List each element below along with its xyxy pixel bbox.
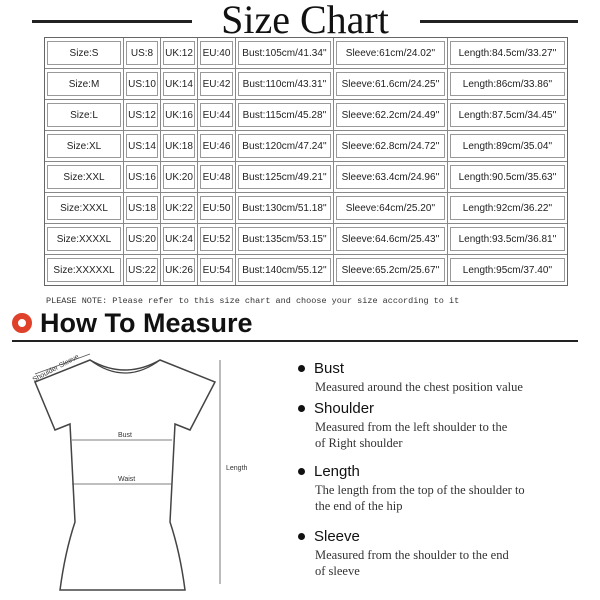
table-cell: [45, 100, 123, 130]
table-cell: [447, 193, 567, 223]
measure-item-heading: [298, 463, 588, 480]
table-cell-text: Sleeve:61cm/24.02'': [336, 41, 445, 65]
table-row: [45, 131, 567, 162]
table-cell-text: Size:S: [47, 41, 121, 65]
table-cell-text: US:18: [126, 196, 158, 220]
table-cell-text: UK:14: [163, 72, 195, 96]
table-cell-text: Bust:125cm/49.21'': [238, 165, 331, 189]
table-cell-text: Size:L: [47, 103, 121, 127]
table-cell-text: Length:92cm/36.22'': [450, 196, 565, 220]
table-cell-text: US:16: [126, 165, 158, 189]
table-cell-text: Length:84.5cm/33.27'': [450, 41, 565, 65]
table-cell-text: Bust:140cm/55.12'': [238, 258, 331, 282]
measure-item-heading: [298, 528, 588, 545]
table-cell-text: EU:40: [200, 41, 233, 65]
table-cell-text: Sleeve:62.8cm/24.72'': [336, 134, 445, 158]
table-cell-text: Length:87.5cm/34.45'': [450, 103, 565, 127]
table-cell: [123, 100, 160, 130]
table-cell: [333, 224, 447, 254]
table-cell-text: Size:XXXXL: [47, 227, 121, 251]
table-cell-text: US:22: [126, 258, 158, 282]
table-cell-text: Size:XL: [47, 134, 121, 158]
tshirt-diagram: [20, 352, 290, 592]
table-cell: [160, 255, 197, 285]
measure-item-description: Measured from the left shoulder to the: [315, 420, 508, 434]
waist-label: Waist: [118, 476, 136, 483]
measure-item-description: of sleeve: [315, 564, 360, 578]
table-cell: [45, 224, 123, 254]
table-cell: [235, 224, 333, 254]
table-cell-text: Length:86cm/33.86'': [450, 72, 565, 96]
page-title: Size Chart: [221, 0, 389, 42]
table-cell: [235, 255, 333, 285]
table-cell: [123, 38, 160, 68]
measure-item: [298, 528, 588, 579]
table-cell: [160, 224, 197, 254]
table-row: [45, 100, 567, 131]
table-cell-text: Size:XXXXXL: [47, 258, 121, 282]
table-cell: [197, 38, 235, 68]
table-cell: [235, 162, 333, 192]
table-cell: [447, 69, 567, 99]
table-cell-text: Length:90.5cm/35.63'': [450, 165, 565, 189]
table-cell: [123, 162, 160, 192]
measure-item-heading: [298, 360, 588, 377]
table-cell: [235, 193, 333, 223]
table-cell: [160, 162, 197, 192]
table-cell: [333, 131, 447, 161]
table-cell-text: US:10: [126, 72, 158, 96]
table-cell: [447, 162, 567, 192]
measure-heading: [12, 306, 253, 340]
table-cell-text: Bust:135cm/53.15'': [238, 227, 331, 251]
table-row: [45, 224, 567, 255]
table-cell: [45, 69, 123, 99]
table-cell-text: Length:89cm/35.04'': [450, 134, 565, 158]
table-cell-text: EU:46: [200, 134, 233, 158]
table-cell-text: Size:XXL: [47, 165, 121, 189]
table-cell-text: Size:XXXL: [47, 196, 121, 220]
table-row: [45, 69, 567, 100]
table-cell-text: UK:26: [163, 258, 195, 282]
table-cell-text: UK:12: [163, 41, 195, 65]
table-cell: [235, 131, 333, 161]
table-cell-text: UK:16: [163, 103, 195, 127]
table-cell-text: UK:20: [163, 165, 195, 189]
table-cell: [447, 131, 567, 161]
table-cell-text: Bust:120cm/47.24'': [238, 134, 331, 158]
measure-item: [298, 360, 588, 395]
table-cell: [123, 69, 160, 99]
measure-item-description: Measured from the shoulder to the end: [315, 548, 509, 562]
table-cell: [160, 69, 197, 99]
table-cell: [447, 38, 567, 68]
table-cell-text: US:20: [126, 227, 158, 251]
table-cell-text: EU:52: [200, 227, 233, 251]
size-chart-table: [44, 37, 568, 286]
table-cell-text: Bust:130cm/51.18'': [238, 196, 331, 220]
table-cell: [447, 224, 567, 254]
measure-item-title: Sleeve: [314, 528, 360, 545]
table-cell-text: Bust:110cm/43.31'': [238, 72, 331, 96]
table-row: [45, 162, 567, 193]
table-cell-text: Sleeve:63.4cm/24.96'': [336, 165, 445, 189]
table-cell-text: UK:24: [163, 227, 195, 251]
measure-item-heading: [298, 400, 588, 417]
table-cell: [333, 38, 447, 68]
table-cell: [160, 193, 197, 223]
table-cell-text: EU:48: [200, 165, 233, 189]
title-rule-left: [32, 20, 192, 23]
table-row: [45, 193, 567, 224]
circle-bullet-icon: [12, 313, 32, 333]
measure-item-title: Length: [314, 463, 360, 480]
table-cell-text: EU:42: [200, 72, 233, 96]
table-cell: [333, 69, 447, 99]
table-cell: [333, 162, 447, 192]
bullet-icon: [298, 365, 305, 372]
measure-item-description: the end of the hip: [315, 499, 403, 513]
table-cell: [197, 69, 235, 99]
measure-item: [298, 463, 588, 514]
title-rule-right: [420, 20, 578, 23]
measure-item: [298, 400, 588, 451]
table-cell-text: Bust:105cm/41.34'': [238, 41, 331, 65]
table-cell-text: Sleeve:61.6cm/24.25'': [336, 72, 445, 96]
measure-rule: [12, 340, 578, 342]
table-cell: [235, 38, 333, 68]
table-cell-text: Sleeve:65.2cm/25.67'': [336, 258, 445, 282]
bullet-icon: [298, 468, 305, 475]
table-cell: [123, 131, 160, 161]
bullet-icon: [298, 405, 305, 412]
table-cell: [160, 38, 197, 68]
tshirt-outline-icon: [35, 360, 215, 590]
table-cell: [123, 255, 160, 285]
table-cell: [447, 100, 567, 130]
table-row: [45, 38, 567, 69]
table-cell: [333, 255, 447, 285]
table-cell: [197, 193, 235, 223]
table-cell-text: Sleeve:64.6cm/25.43'': [336, 227, 445, 251]
table-cell: [197, 131, 235, 161]
measure-title: How To Measure: [40, 307, 253, 338]
table-cell-text: EU:44: [200, 103, 233, 127]
table-cell-text: US:14: [126, 134, 158, 158]
measure-item-title: Bust: [314, 360, 345, 377]
table-cell: [197, 100, 235, 130]
table-cell-text: EU:50: [200, 196, 233, 220]
table-cell: [447, 255, 567, 285]
bust-label: Bust: [118, 432, 133, 439]
title-row: [0, 0, 600, 40]
table-cell: [333, 100, 447, 130]
shoulder-sleeve-label: Shoulder Sleeve: [31, 353, 81, 384]
table-cell: [235, 69, 333, 99]
measure-item-title: Shoulder: [314, 400, 375, 417]
table-cell: [160, 131, 197, 161]
measure-item-description: The length from the top of the shoulder to: [315, 483, 525, 497]
table-cell: [235, 100, 333, 130]
table-cell: [45, 193, 123, 223]
table-cell-text: US:12: [126, 103, 158, 127]
table-cell-text: US:8: [126, 41, 158, 65]
table-cell-text: Length:95cm/37.40'': [450, 258, 565, 282]
table-cell: [197, 162, 235, 192]
table-cell: [197, 255, 235, 285]
table-cell: [45, 38, 123, 68]
table-cell-text: EU:54: [200, 258, 233, 282]
table-cell-text: Sleeve:62.2cm/24.49'': [336, 103, 445, 127]
measure-item-description: Measured around the chest position value: [315, 380, 523, 394]
table-cell-text: Sleeve:64cm/25.20'': [336, 196, 445, 220]
table-cell-text: Size:M: [47, 72, 121, 96]
table-cell-text: UK:22: [163, 196, 195, 220]
table-cell: [45, 255, 123, 285]
table-cell: [160, 100, 197, 130]
table-cell: [123, 224, 160, 254]
table-cell: [45, 162, 123, 192]
table-cell-text: UK:18: [163, 134, 195, 158]
table-cell: [197, 224, 235, 254]
size-note: PLEASE NOTE: Please refer to this size chart and choose your size according to it: [46, 296, 460, 306]
table-cell-text: Length:93.5cm/36.81'': [450, 227, 565, 251]
bullet-icon: [298, 533, 305, 540]
table-cell: [45, 131, 123, 161]
measure-item-description: of Right shoulder: [315, 436, 403, 450]
table-row: [45, 255, 567, 285]
table-cell-text: Bust:115cm/45.28'': [238, 103, 331, 127]
table-cell: [333, 193, 447, 223]
table-cell: [123, 193, 160, 223]
length-label: Length: [226, 465, 248, 472]
